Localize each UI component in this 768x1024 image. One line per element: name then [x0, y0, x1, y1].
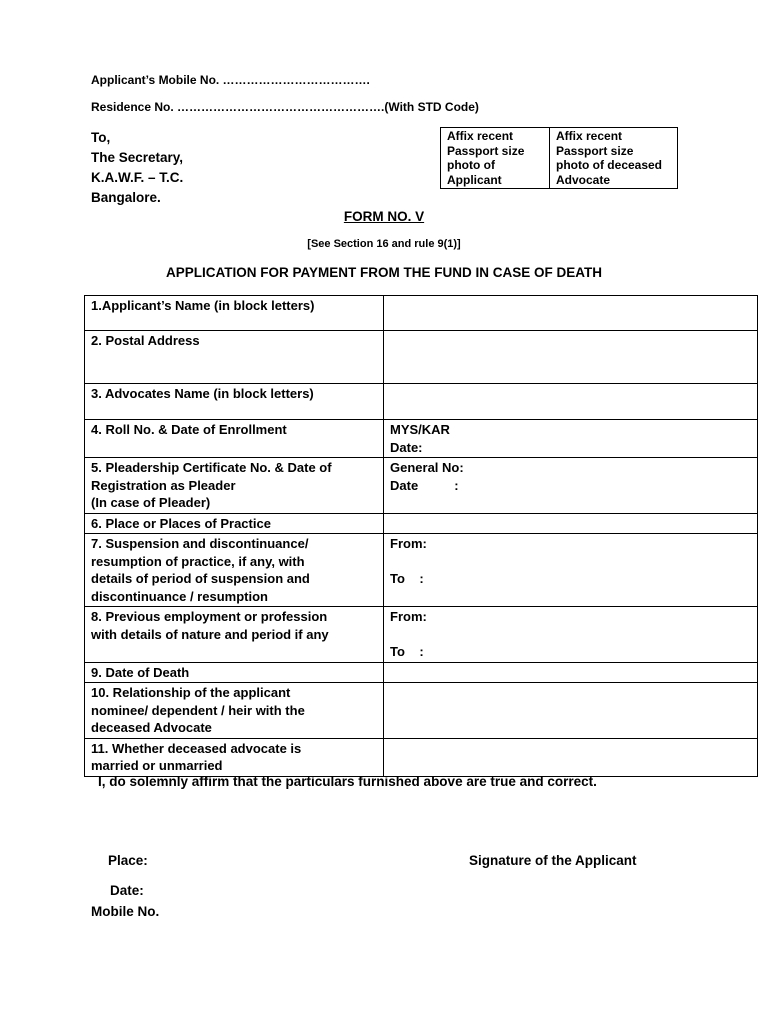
spacer [390, 553, 751, 571]
label-text: resumption of practice, if any, with [91, 553, 305, 569]
signature-label: Signature of the Applicant [469, 853, 637, 868]
address-line-2: K.A.W.F. – T.C. [91, 170, 184, 185]
applicant-name-field[interactable] [384, 296, 758, 331]
photo-boxes [440, 127, 678, 189]
value-text: From: [390, 609, 427, 624]
photo-box-text: Applicant [447, 172, 502, 187]
row-label [85, 683, 384, 739]
relationship-field[interactable] [384, 683, 758, 739]
mobile-number-line: Applicant’s Mobile No. ………………………………. [91, 73, 370, 87]
deceased-advocate-photo-box [550, 128, 678, 189]
label-text: details of period of suspension and [91, 571, 310, 586]
row-label [85, 458, 384, 514]
place-label: Place: [108, 853, 148, 868]
address-line-1: The Secretary, [91, 150, 184, 165]
value-text: To : [390, 571, 424, 586]
date-of-death-field[interactable] [384, 662, 758, 683]
value-text: Date: [390, 439, 423, 455]
label-text: 2. Postal Address [91, 333, 200, 348]
label-text: 11. Whether deceased advocate is [91, 740, 302, 756]
residence-number-line: Residence No. …………………………………………….(With STD Code) [91, 100, 479, 114]
value-text: To : [390, 644, 424, 659]
value-text: Date : [390, 477, 459, 493]
label-text: deceased Advocate [91, 720, 212, 735]
row-label [85, 607, 384, 663]
table-row [85, 331, 758, 384]
applicant-photo-box [441, 128, 550, 189]
row-label [85, 384, 384, 420]
photo-box-text: Advocate [556, 172, 611, 187]
value-text: MYS/KAR [390, 422, 450, 437]
mobile-label: Mobile No. [91, 904, 160, 919]
pleadership-certificate-field[interactable] [384, 458, 758, 514]
table-row [85, 458, 758, 514]
photo-box-text: photo of deceased [556, 158, 663, 172]
photo-box-text: Affix recent [447, 129, 514, 143]
row-label [85, 513, 384, 534]
row-label [85, 420, 384, 458]
label-text: 10. Relationship of the applicant [91, 685, 291, 700]
address-to: To, [91, 130, 111, 145]
label-text: married or unmarried [91, 758, 223, 773]
table-row [85, 683, 758, 739]
section-reference: [See Section 16 and rule 9(1)] [307, 238, 461, 250]
label-text: with details of nature and period if any [91, 626, 329, 642]
label-text: 9. Date of Death [91, 664, 190, 680]
application-form-table [84, 295, 758, 777]
table-row [85, 534, 758, 607]
table-row [85, 296, 758, 331]
value-text: General No: [390, 460, 464, 475]
table-row [85, 420, 758, 458]
spacer [390, 626, 751, 644]
label-text: 3. Advocates Name (in block letters) [91, 386, 314, 401]
label-text: nominee/ dependent / heir with the [91, 702, 305, 718]
label-text: 7. Suspension and discontinuance/ [91, 536, 309, 551]
row-label [85, 296, 384, 331]
postal-address-field[interactable] [384, 331, 758, 384]
value-text: From: [390, 536, 427, 551]
photo-box-text: Passport size [447, 143, 525, 158]
label-text: 5. Pleadership Certificate No. & Date of [91, 460, 332, 475]
place-of-practice-field[interactable] [384, 513, 758, 534]
affirmation-statement: I, do solemnly affirm that the particulars furnished above are true and correct. [98, 774, 597, 789]
roll-number-field[interactable] [384, 420, 758, 458]
photo-box-text: Passport size [556, 143, 634, 158]
label-text: 1.Applicant’s Name (in block letters) [91, 298, 315, 313]
suspension-period-field[interactable] [384, 534, 758, 607]
label-text: 8. Previous employment or profession [91, 609, 328, 624]
label-text: Registration as Pleader [91, 477, 236, 493]
row-label [85, 534, 384, 607]
table-row [85, 607, 758, 663]
table-row [85, 384, 758, 420]
photo-box-text: photo of [447, 158, 495, 172]
row-label [85, 662, 384, 683]
table-row [85, 513, 758, 534]
address-line-3: Bangalore. [91, 190, 161, 205]
table-row [85, 662, 758, 683]
row-label [85, 331, 384, 384]
marital-status-field[interactable] [384, 738, 758, 776]
label-text: discontinuance / resumption [91, 588, 268, 604]
label-text: 6. Place or Places of Practice [91, 515, 271, 531]
photo-box-text: Affix recent [556, 129, 623, 143]
recipient-address [91, 128, 183, 208]
row-label [85, 738, 384, 776]
previous-employment-field[interactable] [384, 607, 758, 663]
label-text: 4. Roll No. & Date of Enrollment [91, 422, 287, 437]
date-label: Date: [110, 883, 144, 898]
form-number: FORM NO. V [343, 209, 425, 224]
form-title: APPLICATION FOR PAYMENT FROM THE FUND IN CASE OF DEATH [165, 265, 602, 280]
table-row [85, 738, 758, 776]
advocate-name-field[interactable] [384, 384, 758, 420]
label-text: (In case of Pleader) [91, 495, 211, 510]
